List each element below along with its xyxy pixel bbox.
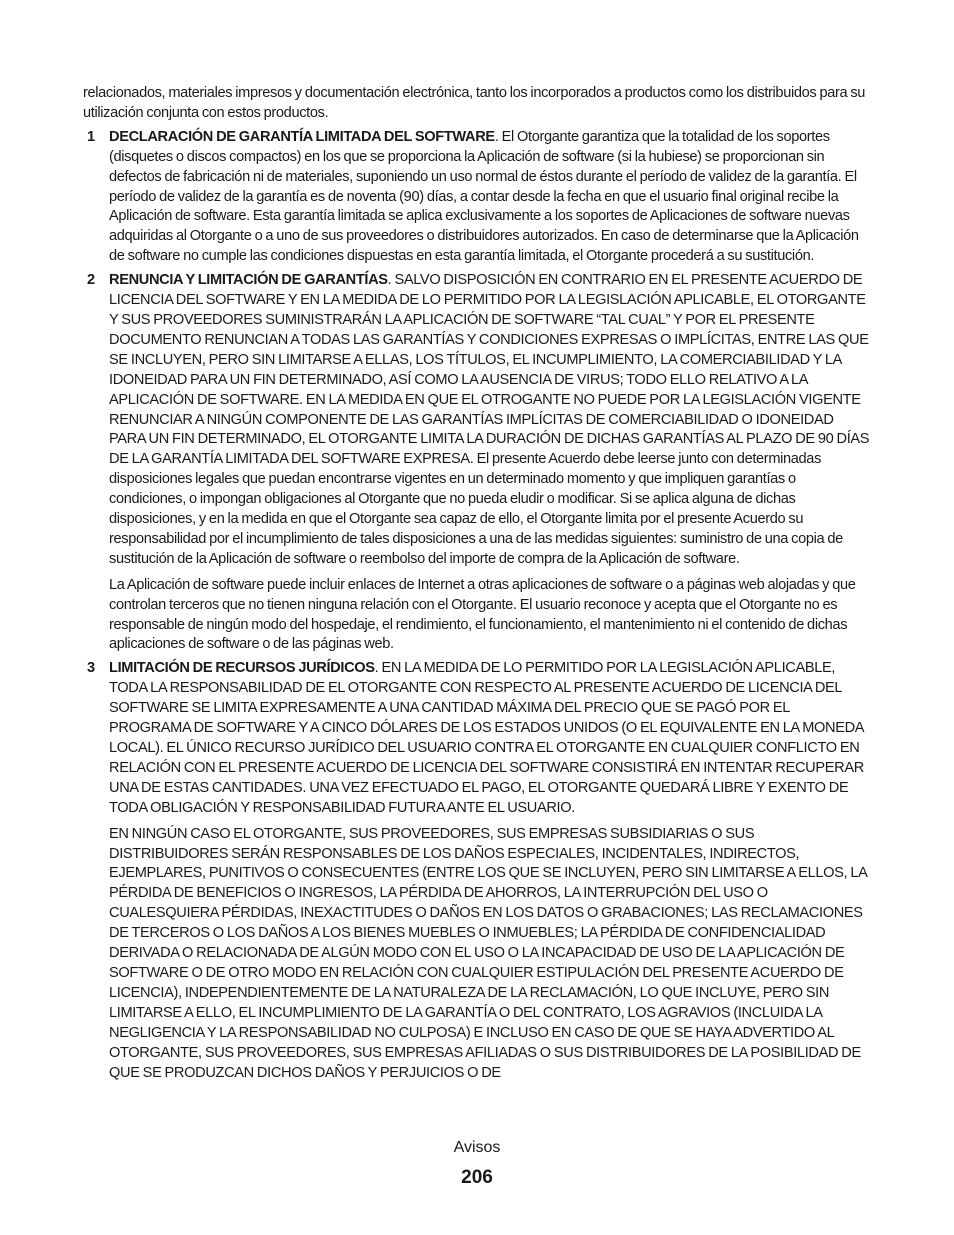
section-title: RENUNCIA Y LIMITACIÓN DE GARANTÍAS (109, 272, 388, 289)
section-text: . EN LA MEDIDA DE LO PERMITIDO POR LA LEGISLACIÓN APLICABLE, TODA LA RESPONSABILIDAD DE EL OTORGANTE CON RESPECTO AL PRESENTE ACUERDO DE LICENCIA DEL SOFTWARE SE LIMITA EXPRESAMENTE A UNA CANTIDAD MÁXIMA DEL PRECIO QUE SE PAGÓ POR EL PROGRAMA DE SOFTWARE Y A CINCO DÓLARES DE LOS ESTADOS UNIDOS (O EL EQUIVALENTE EN LA MONEDA LOCAL). EL ÚNICO RECURSO JURÍDICO DEL USUARIO CONTRA EL OTORGANTE EN CUALQUIER CONFLICTO EN RELACIÓN CON EL PRESENTE ACUERDO DE LICENCIA DEL SOFTWARE CONSISTIRÁ EN INTENTAR RECUPERAR UNA DE ESTAS CANTIDADES. UNA VEZ EFECTUADO EL PAGO, EL OTORGANTE QUEDARÁ LIBRE Y EXENTO DE TODA OBLIGACIÓN Y RESPONSABILIDAD FUTURA ANTE EL USUARIO. (109, 660, 864, 816)
section-number: 3 (87, 660, 95, 677)
document-body (83, 84, 873, 1087)
page-number: 206 (461, 1167, 493, 1188)
section-2 (83, 271, 873, 570)
footer-section-name: Avisos (453, 1139, 501, 1156)
section-number: 1 (87, 128, 95, 145)
section-2-extra-paragraph: La Aplicación de software puede incluir enlaces de Internet a otras aplicaciones de software o a páginas web alojadas y que controlan terceros que no tienen ninguna relación con el Otorgante. El usuario reconoce y acepta que el Otorgante no es responsable de ningún modo del hospedaje, el rendimiento, el funcionamiento, el mantenimiento ni el contenido de dichas aplicaciones de software o de las páginas web. (109, 576, 856, 653)
intro-paragraph: relacionados, materiales impresos y documentación electrónica, tanto los incorporados a productos como los distribuidos para su utilización conjunta con estos productos. (83, 85, 866, 121)
section-3-extra-paragraph: EN NINGÚN CASO EL OTORGANTE, SUS PROVEEDORES, SUS EMPRESAS SUBSIDIARIAS O SUS DISTRIBUIDORES SERÁN RESPONSABLES DE LOS DAÑOS ESPECIALES, INCIDENTALES, INDIRECTOS, EJEMPLARES, PUNITIVOS O CONSECUENTES (ENTRE LOS QUE SE INCLUYEN, PERO SIN LIMITARSE A ELLOS, LA PÉRDIDA DE BENEFICIOS O INGRESOS, LA PÉRDIDA DE AHORROS, LA INTERRUPCIÓN DEL USO O CUALESQUIERA PÉRDIDAS, INEXACTITUDES O DAÑOS EN LOS DATOS O GRABACIONES; LAS RECLAMACIONES DE TERCEROS O LOS DAÑOS A LOS BIENES MUEBLES O INMUEBLES; LA PÉRDIDA DE CONFIDENCIALIDAD DERIVADA O RELACIONADA DE ALGÚN MODO CON EL USO O LA INCAPACIDAD DE USO DE LA APLICACIÓN DE SOFTWARE O DE OTRO MODO EN RELACIÓN CON CUALQUIER ESTIPULACIÓN DEL PRESENTE ACUERDO DE LICENCIA), INDEPENDIENTEMENTE DE LA NATURALEZA DE LA RECLAMACIÓN, LO QUE INCLUYE, PERO SIN LIMITARSE A ELLO, EL INCUMPLIMIENTO DE LA GARANTÍA O DEL CONTRATO, LOS AGRAVIOS (INCLUIDA LA NEGLIGENCIA Y LA RESPONSABILIDAD NO CULPOSA) E INCLUSO EN CASO DE QUE SE HAYA ADVERTIDO AL OTORGANTE, SUS PROVEEDORES, SUS EMPRESAS AFILIADAS O SUS DISTRIBUIDORES DE LA POSIBILIDAD DE QUE SE PRODUZCAN DICHOS DAÑOS Y PERJUICIOS O DE (109, 825, 867, 1081)
section-text: . SALVO DISPOSICIÓN EN CONTRARIO EN EL PRESENTE ACUERDO DE LICENCIA DEL SOFTWARE Y EN LA MEDIDA DE LO PERMITIDO POR LA LEGISLACIÓN APLICABLE, EL OTORGANTE Y SUS PROVEEDORES SUMINISTRARÁN LA APLICACIÓN DE SOFTWARE “TAL CUAL” Y POR EL PRESENTE DOCUMENTO RENUNCIAN A TODAS LAS GARANTÍAS Y CONDICIONES EXPRESAS O IMPLÍCITAS, ENTRE LAS QUE SE INCLUYEN, PERO SIN LIMITARSE A ELLAS, LOS TÍTULOS, EL INCUMPLIMIENTO, LA COMERCIABILIDAD Y LA IDONEIDAD PARA UN FIN DETERMINADO, ASÍ COMO LA AUSENCIA DE VIRUS; TODO ELLO RELATIVO A LA APLICACIÓN DE SOFTWARE. EN LA MEDIDA EN QUE EL OTROGANTE NO PUEDE POR LA LEGISLACIÓN VIGENTE RENUNCIAR A NINGÚN COMPONENTE DE LAS GARANTÍAS IMPLÍCITAS DE COMERCIABILIDAD O IDONEIDAD PARA UN FIN DETERMINADO, EL OTORGANTE LIMITA LA DURACIÓN DE DICHAS GARANTÍAS AL PLAZO DE 90 DÍAS DE LA GARANTÍA LIMITADA DEL SOFTWARE EXPRESA. El presente Acuerdo debe leerse junto con determinadas disposiciones legales que puedan encontrarse vigentes en un determinado momento y que impliquen garantías o condiciones, o impongan obligaciones al Otorgante que no pueda eludir o modificar. Si se aplica alguna de dichas disposiciones, y en la medida en que el Otorgante sea capaz de ello, el Otorgante limita por el presente Acuerdo su responsabilidad por el incumplimiento de tales disposiciones a una de las medidas siguientes: suministro de una copia de sustitución de la Aplicación de software o reembolso del importe de compra de la Aplicación de software. (109, 272, 870, 567)
section-3 (83, 659, 873, 818)
section-1 (83, 128, 873, 267)
section-number: 2 (87, 272, 95, 289)
section-text: . El Otorgante garantiza que la totalidad de los soportes (disquetes o discos compactos) en los que se proporciona la Aplicación de software (si la hubiese) se proporcionan sin defectos de fabricación ni de materiales, suponiendo un uso normal de éstos durante el período de validez de la garantía. El período de validez de la garantía es de noventa (90) días, a contar desde la fecha en que el usuario final original recibe la Aplicación de software. Esta garantía limitada se aplica exclusivamente a los soportes de Aplicaciones de software nuevas adquiridas al Otorgante o a uno de sus proveedores o distribuidores autorizados. En caso de determinarse que la Aplicación de software no cumple las condiciones dispuestas en esta garantía limitada, el Otorgante procederá a su sustitución. (109, 128, 859, 265)
section-title: LIMITACIÓN DE RECURSOS JURÍDICOS (109, 660, 375, 677)
section-title: DECLARACIÓN DE GARANTÍA LIMITADA DEL SOFTWARE (109, 128, 495, 145)
